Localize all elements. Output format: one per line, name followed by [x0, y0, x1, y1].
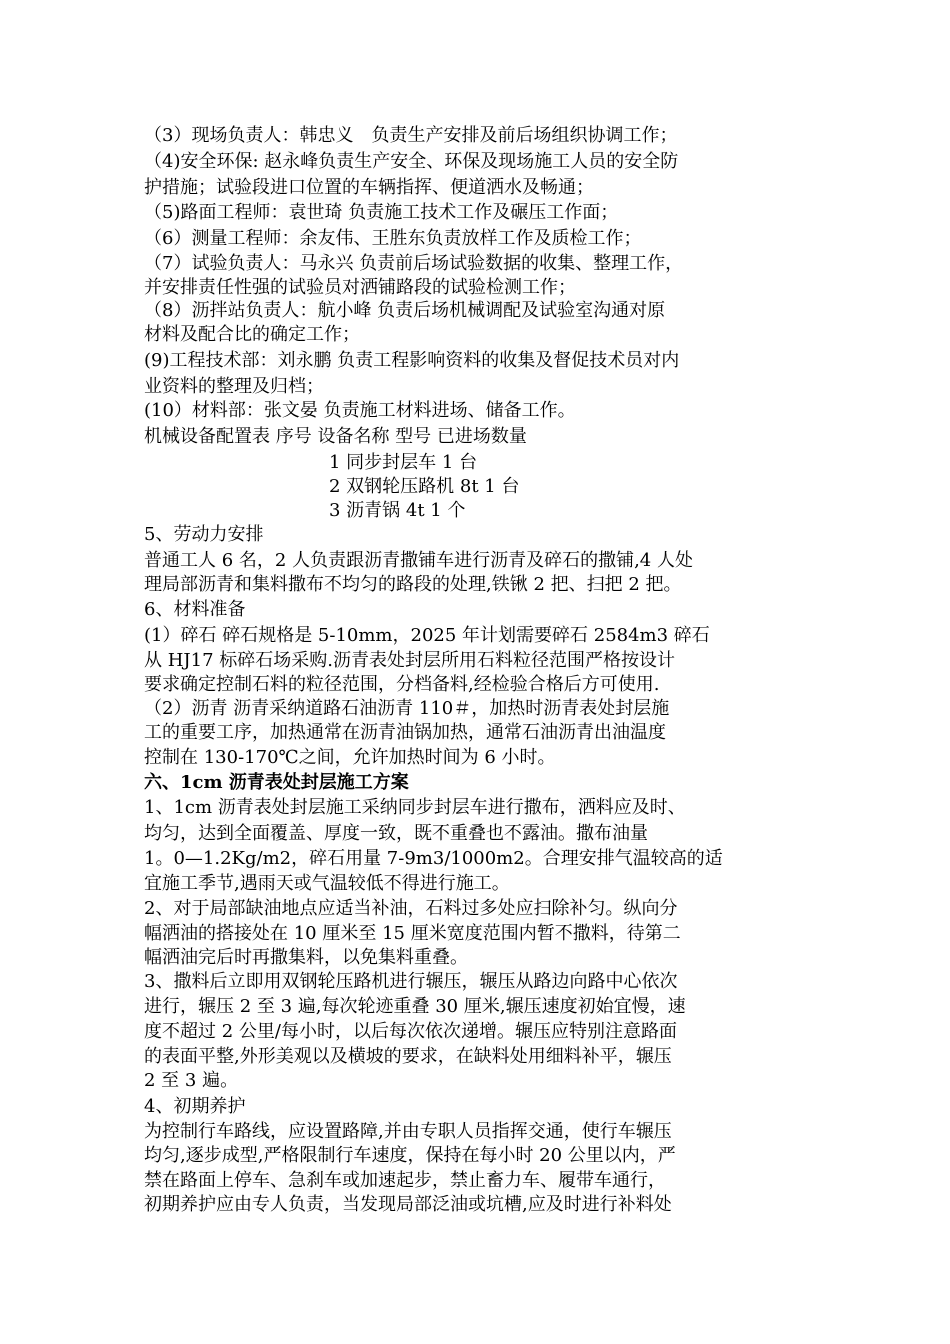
text-line: 宜施工季节,遇雨天或气温较低不得进行施工。 [144, 873, 510, 894]
text-line: 工的重要工序，加热通常在沥青油锅加热，通常石油沥青出油温度 [144, 722, 666, 743]
text-line: 普通工人 6 名，2 人负责跟沥青撒铺车进行沥青及碎石的撒铺,4 人处 [144, 550, 693, 571]
text-line: 初期养护应由专人负责，当发现局部泛油或坑槽,应及时进行补料处 [144, 1194, 672, 1215]
text-line: 均匀，达到全面覆盖、厚度一致，既不重叠也不露油。撒布油量 [144, 823, 648, 844]
text-line: （8）沥拌站负责人：航小峰 负责后场机械调配及试验室沟通对原 [144, 300, 666, 321]
text-line: 并安排责任性强的试验员对洒铺路段的试验检测工作； [144, 277, 576, 298]
text-line: （3）现场负责人：韩忠义 负责生产安排及前后场组织协调工作； [144, 125, 678, 146]
text-line: 1、1cm 沥青表处封层施工采纳同步封层车进行撒布，洒料应及时、 [144, 797, 686, 818]
text-line: （2）沥青 沥青采纳道路石油沥青 110＃，加热时沥青表处封层施 [144, 698, 670, 719]
text-line: 业资料的整理及归档； [144, 376, 324, 397]
text-line: （7）试验负责人：马永兴 负责前后场试验数据的收集、整理工作， [144, 253, 684, 274]
text-line: 幅洒油完后时再撒集料，以免集料重叠。 [144, 947, 468, 968]
text-line: 3、撒料后立即用双钢轮压路机进行辗压，辗压从路边向路中心依次 [144, 971, 678, 992]
text-line: 控制在 130-170℃之间，允许加热时间为 6 小时。 [144, 747, 556, 768]
section-heading: 5、劳动力安排 [144, 524, 264, 545]
text-line: 幅洒油的搭接处在 10 厘米至 15 厘米宽度范围内暂不撒料，待第二 [144, 923, 681, 944]
text-line: （4)安全环保: 赵永峰负责生产安全、环保及现场施工人员的安全防 [144, 151, 679, 172]
text-line: 材料及配合比的确定工作； [144, 324, 360, 345]
text-line: 进行，辗压 2 至 3 遍,每次轮迹重叠 30 厘米,辗压速度初始宜慢，速 [144, 996, 686, 1017]
section-heading: 6、材料准备 [144, 599, 246, 620]
equipment-row: 2 双钢轮压路机 8t 1 台 [329, 476, 520, 497]
chapter-heading: 六、1cm 沥青表处封层施工方案 [144, 772, 409, 793]
text-line: 为控制行车路线，应设置路障,并由专职人员指挥交通，使行车辗压 [144, 1121, 672, 1142]
text-line: （5)路面工程师：袁世琦 负责施工技术工作及碾压工作面； [144, 202, 619, 223]
text-line: 均匀,逐步成型,严格限制行车速度，保持在每小时 20 公里以内，严 [144, 1145, 676, 1166]
text-line: 2 至 3 遍。 [144, 1070, 239, 1091]
equipment-row: 1 同步封层车 1 台 [329, 452, 478, 473]
text-line: 要求确定控制石料的粒径范围，分档备料,经检验合格后方可使用. [144, 674, 660, 695]
text-line: 1。0—1.2Kg/m2，碎石用量 7-9m3/1000m2。合理安排气温较高的适 [144, 848, 723, 869]
text-line: 度不超过 2 公里/每小时，以后每次依次递增。辗压应特别注意路面 [144, 1021, 677, 1042]
text-line: (1）碎石 碎石规格是 5-10mm，2025 年计划需要碎石 2584m3 碎石 [144, 625, 710, 646]
text-line: （6）测量工程师：余友伟、王胜东负责放样工作及质检工作； [144, 228, 642, 249]
text-line: 从 HJ17 标碎石场采购.沥青表处封层所用石料粒径范围严格按设计 [144, 650, 675, 671]
equipment-table-header: 机械设备配置表 序号 设备名称 型号 已进场数量 [144, 426, 527, 447]
text-line: 禁在路面上停车、急刹车或加速起步，禁止畜力车、履带车通行， [144, 1170, 666, 1191]
text-line: (10）材料部：张文晏 负责施工材料进场、储备工作。 [144, 400, 576, 421]
text-line: 2、对于局部缺油地点应适当补油，石料过多处应扫除补匀。纵向分 [144, 898, 678, 919]
section-heading: 4、初期养护 [144, 1096, 246, 1117]
text-line: 理局部沥青和集料撒布不均匀的路段的处理,铁锹 2 把、扫把 2 把。 [144, 574, 682, 595]
text-line: 的表面平整,外形美观以及横坡的要求，在缺料处用细料补平，辗压 [144, 1046, 672, 1067]
text-line: (9)工程技术部：刘永鹏 负责工程影响资料的收集及督促技术员对内 [144, 350, 680, 371]
equipment-row: 3 沥青锅 4t 1 个 [329, 500, 466, 521]
text-line: 护措施；试验段进口位置的车辆指挥、便道洒水及畅通； [144, 177, 594, 198]
